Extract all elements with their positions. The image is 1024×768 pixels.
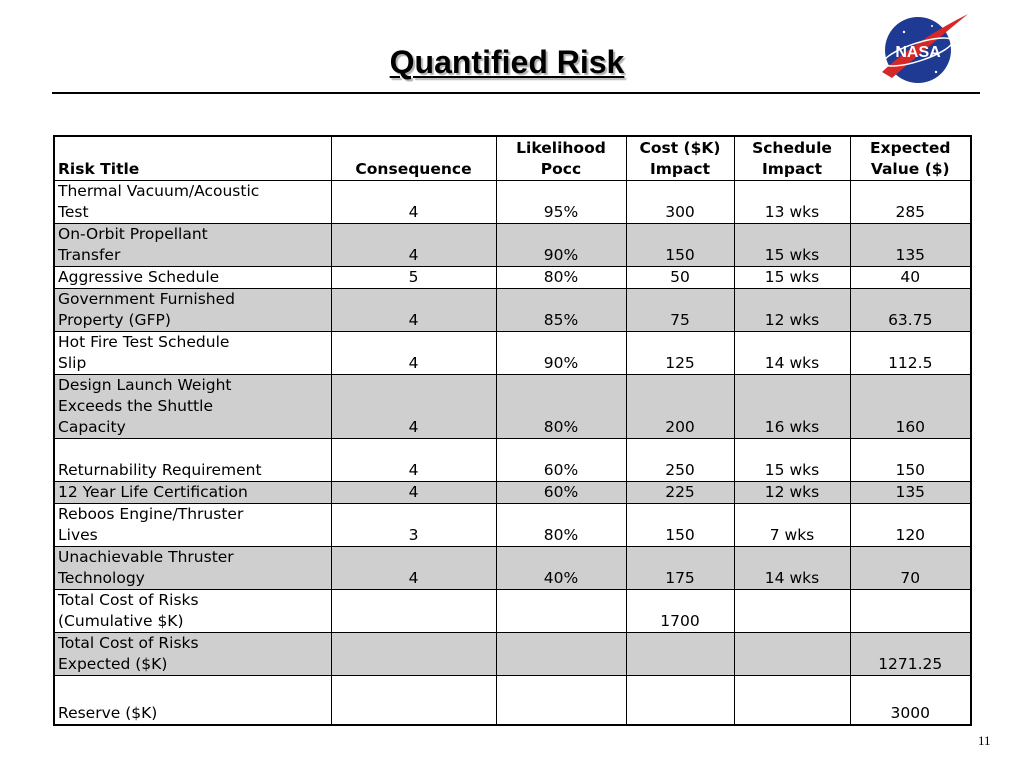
risk-title-cell: [54, 546, 331, 589]
table-row: [54, 288, 971, 331]
expected-cell: 1271.25: [850, 632, 971, 675]
likelihood-cell: 60%: [496, 481, 626, 503]
risk-title-line: Reserve ($K): [58, 704, 158, 722]
expected-cell: 70: [850, 546, 971, 589]
table-row: [54, 266, 971, 288]
risk-title-line: Lives: [58, 525, 98, 544]
risk-title-line: 12 Year Life Certification: [58, 482, 248, 501]
nasa-logo: [876, 10, 972, 86]
consequence-cell: 4: [331, 481, 496, 503]
risk-title-cell: [54, 266, 331, 288]
cost-cell: 225: [626, 481, 734, 503]
expected-cell: [850, 589, 971, 632]
schedule-cell: 15 wks: [734, 266, 850, 288]
likelihood-cell: 80%: [496, 266, 626, 288]
risk-title-line: On-Orbit Propellant: [58, 224, 208, 243]
risk-title-line: Unachievable Thruster: [58, 547, 234, 566]
likelihood-cell: 90%: [496, 223, 626, 266]
cost-cell: 75: [626, 288, 734, 331]
likelihood-cell: 80%: [496, 503, 626, 546]
cost-cell: 200: [626, 374, 734, 438]
schedule-cell: 14 wks: [734, 331, 850, 374]
cost-cell: 150: [626, 503, 734, 546]
consequence-cell: 4: [331, 223, 496, 266]
risk-title-line: Government Furnished: [58, 289, 235, 308]
expected-cell: 135: [850, 481, 971, 503]
expected-cell: 160: [850, 374, 971, 438]
schedule-cell: 15 wks: [734, 438, 850, 481]
expected-cell: 40: [850, 266, 971, 288]
table-header-row: [54, 136, 971, 180]
risk-title-line: Total Cost of Risks: [58, 633, 199, 652]
table-row: [54, 675, 971, 725]
schedule-cell: [734, 675, 850, 725]
cost-cell: [626, 675, 734, 725]
expected-cell: 135: [850, 223, 971, 266]
schedule-cell: 13 wks: [734, 180, 850, 223]
expected-cell: 3000: [850, 675, 971, 725]
header-expected: [850, 136, 971, 180]
risk-title-line: (Cumulative $K): [58, 611, 184, 630]
risk-title-cell: [54, 589, 331, 632]
page-number: 11: [978, 733, 991, 748]
likelihood-cell: 95%: [496, 180, 626, 223]
risk-title-cell: [54, 632, 331, 675]
consequence-cell: 4: [331, 374, 496, 438]
schedule-cell: [734, 632, 850, 675]
header-cost: [626, 136, 734, 180]
consequence-cell: 4: [331, 180, 496, 223]
consequence-cell: 3: [331, 503, 496, 546]
cost-cell: 300: [626, 180, 734, 223]
header-cost-line1: Cost ($K): [639, 138, 721, 157]
risk-title-line: Test: [58, 202, 89, 221]
likelihood-cell: [496, 632, 626, 675]
consequence-cell: [331, 632, 496, 675]
table-row: [54, 331, 971, 374]
risk-title-cell: [54, 223, 331, 266]
risk-title-line: Thermal Vacuum/Acoustic: [58, 181, 260, 200]
risk-title-line: Technology: [58, 568, 145, 587]
cost-cell: 1700: [626, 589, 734, 632]
header-schedule-line1: Schedule: [752, 138, 832, 157]
header-expected-line2: Value ($): [870, 159, 950, 178]
risk-title-cell: [54, 438, 331, 481]
risk-title-line: Design Launch Weight: [58, 375, 232, 394]
header-cost-line2: Impact: [649, 159, 711, 178]
expected-cell: 112.5: [850, 331, 971, 374]
header-likelihood-line1: Likelihood: [516, 138, 606, 157]
risk-title-line: Reboos Engine/Thruster: [58, 504, 244, 523]
risk-title-line: Transfer: [58, 245, 121, 264]
risk-title-line: Capacity: [58, 417, 126, 436]
cost-cell: 175: [626, 546, 734, 589]
risk-title-line: Total Cost of Risks: [58, 590, 199, 609]
risk-title-line: Aggressive Schedule: [58, 267, 220, 286]
expected-cell: 120: [850, 503, 971, 546]
schedule-cell: [734, 589, 850, 632]
cost-cell: 250: [626, 438, 734, 481]
cost-cell: 150: [626, 223, 734, 266]
expected-cell: 285: [850, 180, 971, 223]
risk-title-line: [58, 439, 328, 460]
likelihood-cell: 40%: [496, 546, 626, 589]
cost-cell: 50: [626, 266, 734, 288]
svg-text:NASA: NASA: [895, 44, 941, 61]
likelihood-cell: 90%: [496, 331, 626, 374]
risk-title-line: Property (GFP): [58, 310, 171, 329]
risk-title-line: Returnability Requirement: [58, 460, 262, 479]
likelihood-cell: 85%: [496, 288, 626, 331]
title-divider: [52, 92, 980, 94]
schedule-cell: 12 wks: [734, 288, 850, 331]
table-row: [54, 481, 971, 503]
consequence-cell: 5: [331, 266, 496, 288]
table-row: [54, 374, 971, 438]
header-likelihood: [496, 136, 626, 180]
consequence-cell: 4: [331, 288, 496, 331]
risk-title-cell: [54, 374, 331, 438]
risk-table: [53, 135, 972, 726]
schedule-cell: 15 wks: [734, 223, 850, 266]
risk-title-cell: [54, 331, 331, 374]
schedule-cell: 14 wks: [734, 546, 850, 589]
table-row: [54, 546, 971, 589]
risk-title-line: Hot Fire Test Schedule: [58, 332, 230, 351]
likelihood-cell: [496, 675, 626, 725]
likelihood-cell: 80%: [496, 374, 626, 438]
table-row: [54, 503, 971, 546]
risk-title-cell: [54, 180, 331, 223]
risk-title-line: Slip: [58, 353, 87, 372]
consequence-cell: 4: [331, 438, 496, 481]
cost-cell: [626, 632, 734, 675]
risk-title-cell: [54, 503, 331, 546]
schedule-cell: 7 wks: [734, 503, 850, 546]
header-likelihood-line2: Pocc: [540, 159, 582, 178]
header-schedule: [734, 136, 850, 180]
table-row: [54, 589, 971, 632]
consequence-cell: [331, 589, 496, 632]
risk-title-line: [58, 682, 328, 703]
risk-title-line: Exceeds the Shuttle: [58, 396, 213, 415]
likelihood-cell: 60%: [496, 438, 626, 481]
risk-title-cell: [54, 675, 331, 725]
consequence-cell: 4: [331, 331, 496, 374]
table-row: [54, 180, 971, 223]
header-schedule-line2: Impact: [761, 159, 823, 178]
schedule-cell: 16 wks: [734, 374, 850, 438]
expected-cell: 150: [850, 438, 971, 481]
header-consequence: Consequence: [331, 136, 496, 180]
consequence-cell: [331, 675, 496, 725]
page-title: Quantified Risk: [389, 44, 625, 80]
table-row: [54, 223, 971, 266]
risk-title-cell: [54, 481, 331, 503]
header-risk-title: Risk Title: [54, 136, 331, 180]
cost-cell: 125: [626, 331, 734, 374]
risk-title-line: Expected ($K): [58, 654, 168, 673]
table-row: [54, 438, 971, 481]
risk-title-cell: [54, 288, 331, 331]
schedule-cell: 12 wks: [734, 481, 850, 503]
table-row: [54, 632, 971, 675]
expected-cell: 63.75: [850, 288, 971, 331]
consequence-cell: 4: [331, 546, 496, 589]
header-expected-line1: Expected: [870, 138, 951, 157]
likelihood-cell: [496, 589, 626, 632]
